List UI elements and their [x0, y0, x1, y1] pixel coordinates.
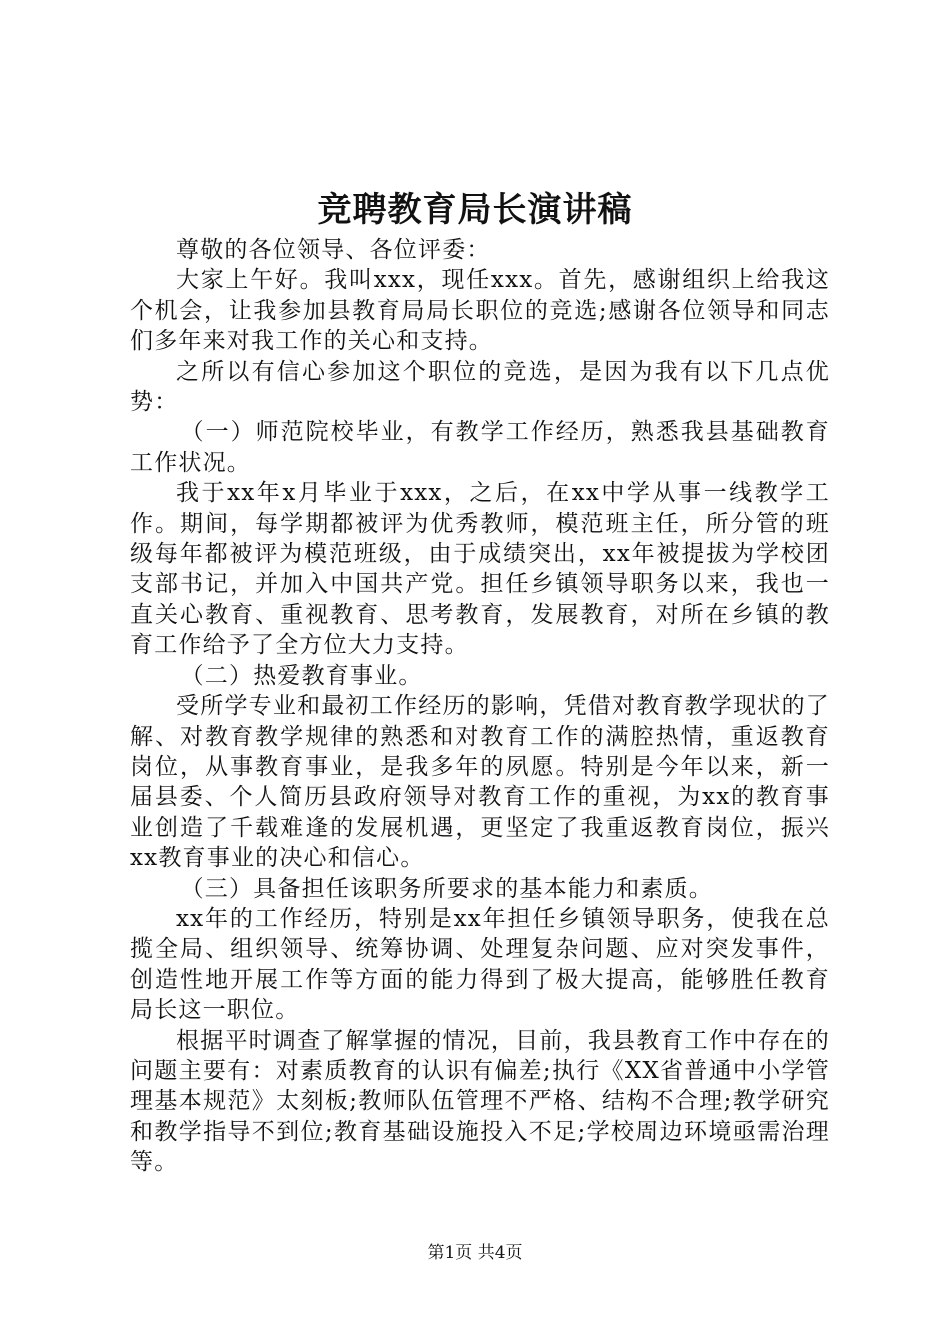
document-body: [130, 235, 830, 1178]
body-paragraph: 大家上午好。我叫xxx，现任xxx。首先，感谢组织上给我这个机会，让我参加县教育局局长职位的竞选;感谢各位领导和同志们多年来对我工作的关心和支持。: [130, 267, 830, 355]
section-heading: （二）热爱教育事业。: [180, 662, 423, 689]
section-heading: （一）师范院校毕业，有教学工作经历，熟悉我县基础教育工作状况。: [130, 419, 830, 476]
body-paragraph: 根据平时调查了解掌握的情况，目前，我县教育工作中存在的问题主要有：对素质教育的认识有偏差;执行《XX省普通中小学管理基本规范》太刻板;教师队伍管理不严格、结构不合理;教学研究和教学指导不到位;教育基础设施投入不足;学校周边环境亟需治理等。: [130, 1027, 830, 1176]
section-heading: （三）具备担任该职务所要求的基本能力和素质。: [180, 875, 713, 902]
greeting-paragraph: 尊敬的各位领导、各位评委：: [176, 237, 491, 263]
body-paragraph: xx年的工作经历，特别是xx年担任乡镇领导职务，使我在总揽全局、组织领导、统筹协调、处理复杂问题、应对突发事件，创造性地开展工作等方面的能力得到了极大提高，能够胜任教育局长这一职位。: [130, 905, 830, 1024]
document-title: 竞聘教育局长演讲稿: [317, 190, 633, 230]
body-paragraph: 之所以有信心参加这个职位的竞选，是因为我有以下几点优势：: [130, 358, 830, 416]
body-paragraph: 受所学专业和最初工作经历的影响，凭借对教育教学现状的了解、对教育教学规律的熟悉和对教育工作的满腔热情，重返教育岗位，从事教育事业，是我多年的夙愿。特别是今年以来，新一届县委、个人简历县政府领导对教育工作的重视，为xx的教育事业创造了千载难逢的发展机遇，更坚定了我重返教育岗位，振兴xx教育事业的决心和信心。: [130, 693, 830, 872]
page-footer: 第1页 共4页: [427, 1243, 523, 1263]
body-paragraph: 我于xx年x月毕业于xxx，之后，在xx中学从事一线教学工作。期间，每学期都被评为优秀教师，模范班主任，所分管的班级每年都被评为模范班级，由于成绩突出，xx年被提拔为学校团支部书记，并加入中国共产党。担任乡镇领导职务以来，我也一直关心教育、重视教育、思考教育，发展教育，对所在乡镇的教育工作给予了全方位大力支持。: [130, 480, 830, 659]
